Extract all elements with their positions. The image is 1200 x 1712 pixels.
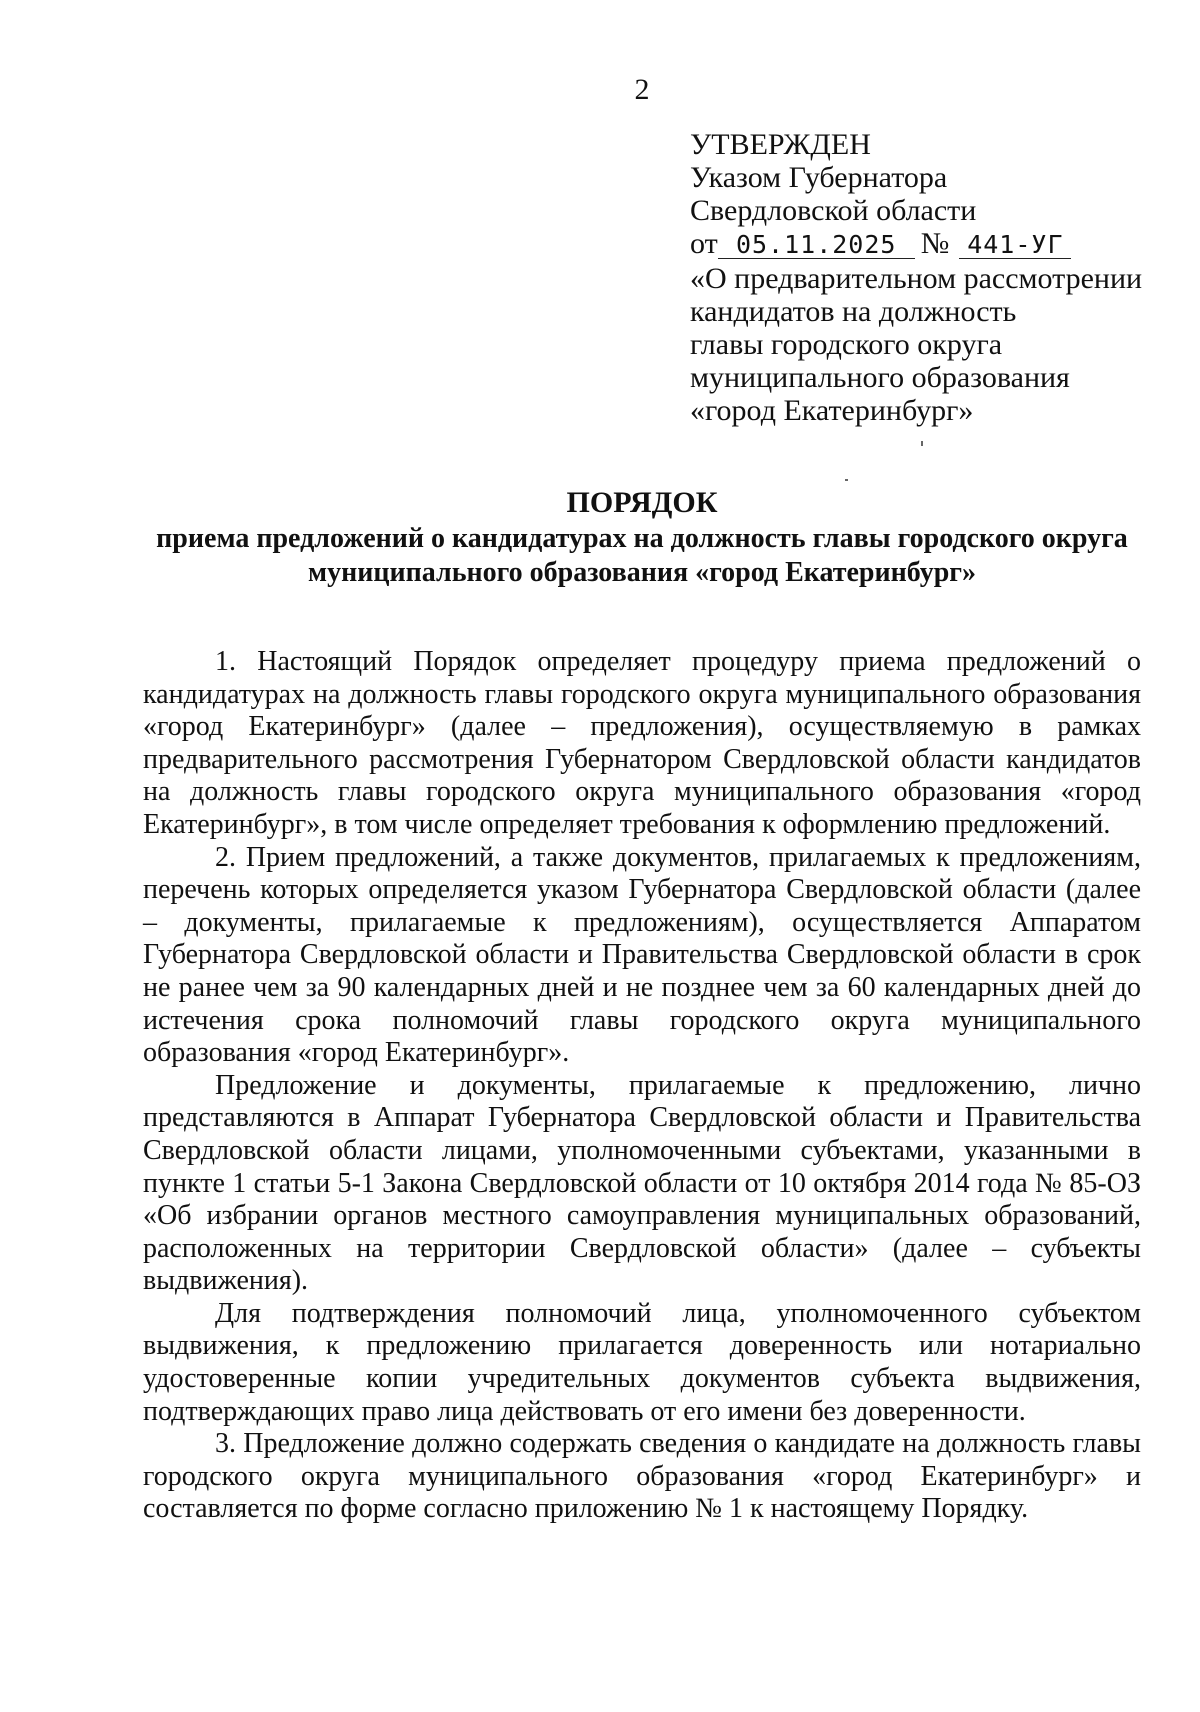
paragraph-2: 2. Прием предложений, а также документов, прилагаемых к предложениям, перечень которых определяется указом Губернатора Свердловской области (далее – документы, прилагаемые к предложениям), осуществляется Аппаратом Губернатора Свердловской области и Правительства Свердловской области в срок не ранее чем за 90 календарных дней и не позднее чем за 60 календарных дней до истечения срока полномочий главы городского округа муниципального образования «город Екатеринбург». bbox=[143, 841, 1141, 1069]
decree-title-line: главы городского округа bbox=[690, 328, 1003, 361]
date-prefix: от bbox=[690, 227, 718, 260]
page-number: 2 bbox=[634, 73, 650, 106]
decree-number: 441-УГ bbox=[959, 232, 1071, 259]
document-title: ПОРЯДОК bbox=[566, 486, 718, 519]
decree-title-line: кандидатов на должность bbox=[690, 295, 1017, 328]
approval-heading: УТВЕРЖДЕН bbox=[690, 128, 871, 161]
decree-title-line: муниципального образования bbox=[690, 361, 1070, 394]
document-subtitle: приема предложений о кандидатурах на должность главы городского округа муниципального образования «город Екатеринбург» bbox=[156, 523, 1128, 588]
approval-date-line bbox=[690, 227, 1170, 260]
number-sign: № bbox=[920, 227, 950, 260]
scan-speck bbox=[921, 441, 923, 446]
approval-line-2: Свердловской области bbox=[690, 194, 977, 227]
decree-title-line: «город Екатеринбург» bbox=[690, 394, 974, 427]
paragraph-1: 1. Настоящий Порядок определяет процедуру приема предложений о кандидатурах на должность главы городского округа муниципального образования «город Екатеринбург» (далее – предложения), осуществляемую в рамках предварительного рассмотрения Губернатором Свердловской области кандидатов на должность главы городского округа муниципального образования «город Екатеринбург», в том числе определяет требования к оформлению предложений. bbox=[143, 646, 1141, 840]
paragraph-2-cont-1: Предложение и документы, прилагаемые к предложению, лично представляются в Аппарат Губернатора Свердловской области и Правительства Свердловской области лицами, уполномоченными субъектами, указанными в пункте 1 статьи 5-1 Закона Свердловской области от 10 октября 2014 года № 85-ОЗ «Об избрании органов местного самоуправления муниципальных образований, расположенных на территории Свердловской области» (далее – субъекты выдвижения). bbox=[143, 1069, 1141, 1297]
paragraph-2-cont-2: Для подтверждения полномочий лица, уполномоченного субъектом выдвижения, к предложению прилагается доверенность или нотариально удостоверенные копии учредительных документов субъекта выдвижения, подтверждающих право лица действовать от его имени без доверенности. bbox=[143, 1297, 1141, 1427]
decree-title-line: «О предварительном рассмотрении bbox=[690, 262, 1143, 295]
decree-title bbox=[690, 262, 1170, 427]
approval-stamp bbox=[690, 128, 1170, 427]
paragraph-3: 3. Предложение должно содержать сведения о кандидате на должность главы городского округа муниципального образования «город Екатеринбург» и составляется по форме согласно приложению № 1 к настоящему Порядку. bbox=[143, 1428, 1141, 1525]
decree-date: 05.11.2025 bbox=[718, 232, 915, 259]
approval-line-1: Указом Губернатора bbox=[690, 161, 948, 194]
scan-speck bbox=[845, 479, 848, 481]
document-body bbox=[143, 646, 1141, 1526]
